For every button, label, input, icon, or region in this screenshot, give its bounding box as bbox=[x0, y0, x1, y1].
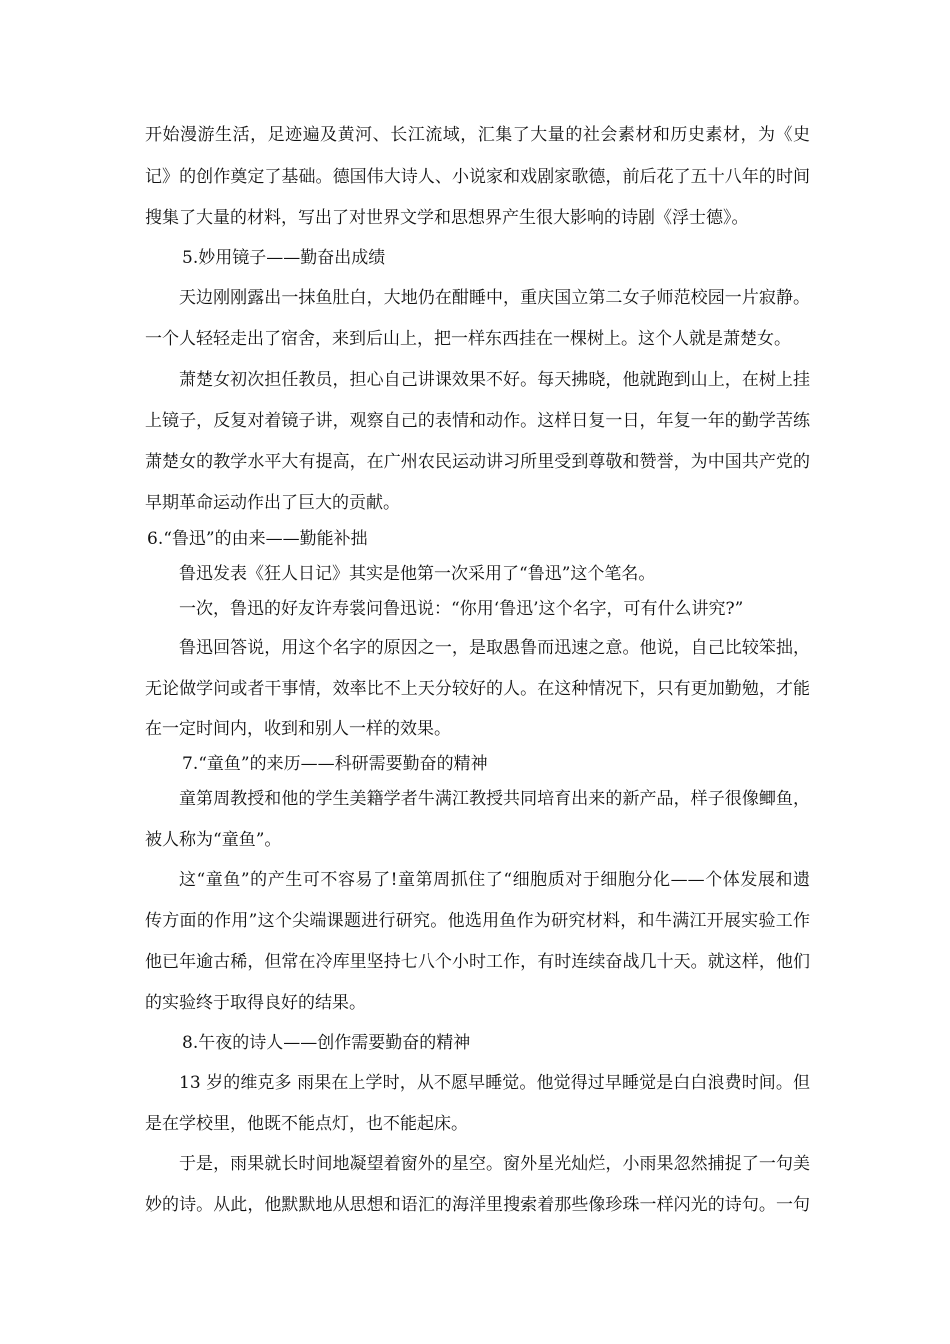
paragraph-line: 萧楚女初次担任教员，担心自己讲课效果不好。每天拂晓，他就跑到山上，在树上挂 bbox=[179, 370, 810, 390]
paragraph-line: 鲁迅发表《狂人日记》其实是他第一次采用了“鲁迅”这个笔名。 bbox=[179, 564, 656, 584]
paragraph-line: 13 岁的维克多 雨果在上学时，从不愿早睡觉。他觉得过早睡觉是白白浪费时间。但 bbox=[179, 1073, 810, 1093]
paragraph-line: 这“童鱼”的产生可不容易了!童第周抓住了“细胞质对于细胞分化——个体发展和遗 bbox=[179, 870, 810, 890]
paragraph-line: 无论做学问或者干事情，效率比不上天分较好的人。在这种情况下，只有更加勤勉，才能 bbox=[145, 679, 810, 699]
paragraph-line: 天边刚刚露出一抹鱼肚白，大地仍在酣睡中，重庆国立第二女子师范校园一片寂静。 bbox=[179, 288, 810, 308]
paragraph-line: 上镜子，反复对着镜子讲，观察自己的表情和动作。这样日复一日，年复一年的勤学苦练 bbox=[145, 411, 810, 431]
paragraph-line: 妙的诗。从此，他默默地从思想和语汇的海洋里搜索着那些像珍珠一样闪光的诗句。一句 bbox=[145, 1195, 810, 1215]
paragraph-line: 的实验终于取得良好的结果。 bbox=[145, 993, 366, 1013]
section-heading: 5.妙用镜子——勤奋出成绩 bbox=[182, 248, 386, 268]
paragraph-line: 传方面的作用”这个尖端课题进行研究。他选用鱼作为研究材料，和牛满江开展实验工作 bbox=[145, 911, 810, 931]
paragraph-line: 一个人轻轻走出了宿舍，来到后山上，把一样东西挂在一棵树上。这个人就是萧楚女。 bbox=[145, 329, 791, 349]
paragraph-line: 一次，鲁迅的好友许寿裳问鲁迅说：“你用‘鲁迅’这个名字，可有什么讲究?” bbox=[179, 599, 744, 619]
paragraph-line: 童第周教授和他的学生美籍学者牛满江教授共同培育出来的新产品，样子很像鲫鱼， bbox=[179, 789, 810, 809]
paragraph-line: 开始漫游生活，足迹遍及黄河、长江流域，汇集了大量的社会素材和历史素材，为《史 bbox=[145, 125, 810, 145]
paragraph-line: 被人称为“童鱼”。 bbox=[145, 830, 282, 850]
paragraph-line: 鲁迅回答说，用这个名字的原因之一，是取愚鲁而迅速之意。他说，自己比较笨拙， bbox=[179, 638, 810, 658]
paragraph-line: 于是，雨果就长时间地凝望着窗外的星空。窗外星光灿烂，小雨果忽然捕捉了一句美 bbox=[179, 1154, 810, 1174]
paragraph-line: 搜集了大量的材料，写出了对世界文学和思想界产生很大影响的诗剧《浮士德》。 bbox=[145, 208, 749, 228]
section-heading: 6.“鲁迅”的由来——勤能补拙 bbox=[147, 529, 368, 549]
paragraph-line: 他已年逾古稀，但常在冷库里坚持七八个小时工作，有时连续奋战几十天。就这样，他们 bbox=[145, 952, 810, 972]
paragraph-line: 萧楚女的教学水平大有提高，在广州农民运动讲习所里受到尊敬和赞誉，为中国共产党的 bbox=[145, 452, 810, 472]
paragraph-line: 记》的创作奠定了基础。德国伟大诗人、小说家和戏剧家歌德，前后花了五十八年的时间 bbox=[145, 167, 810, 187]
section-heading: 7.“童鱼”的来历——科研需要勤奋的精神 bbox=[182, 754, 488, 774]
paragraph-line: 早期革命运动作出了巨大的贡献。 bbox=[145, 493, 400, 513]
section-heading: 8.午夜的诗人——创作需要勤奋的精神 bbox=[182, 1033, 471, 1053]
paragraph-line: 是在学校里，他既不能点灯，也不能起床。 bbox=[145, 1114, 468, 1134]
paragraph-line: 在一定时间内，收到和别人一样的效果。 bbox=[145, 719, 451, 739]
